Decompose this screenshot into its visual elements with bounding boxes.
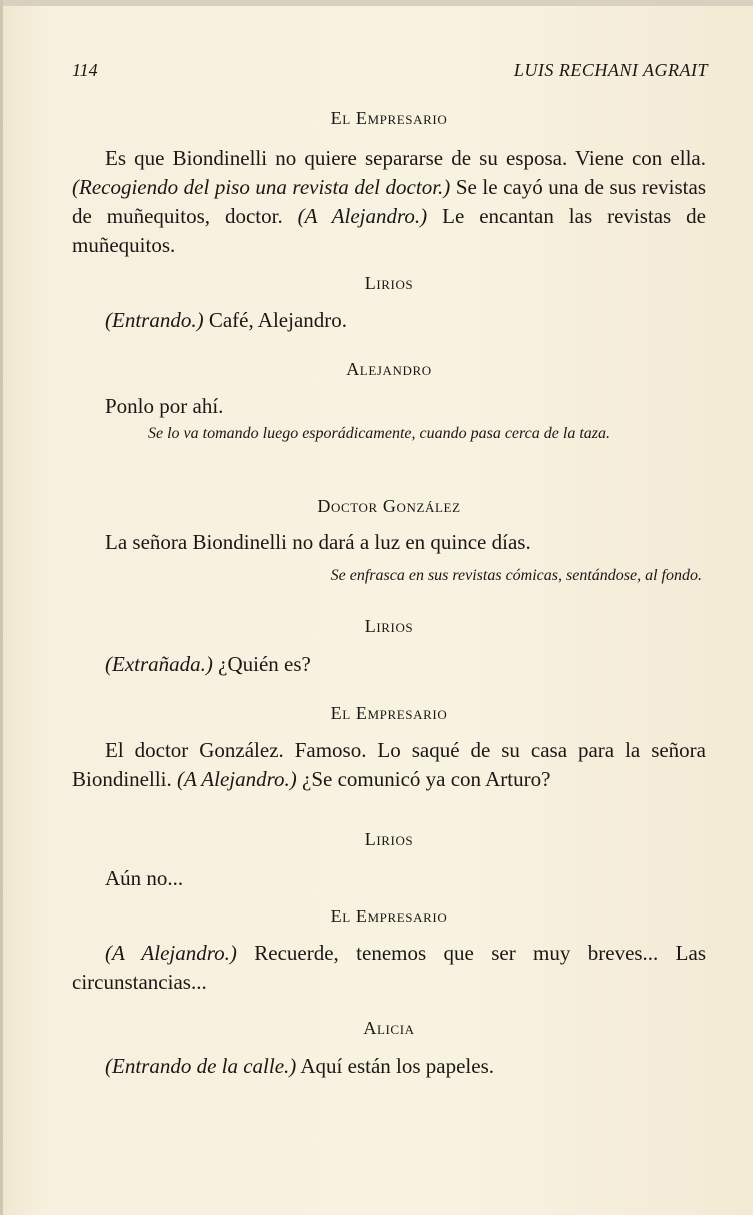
page-number: 114 [72, 60, 98, 80]
speech-segment: Le encantan las revistas de muñequitos. [72, 204, 706, 257]
running-title: LUIS RECHANI AGRAIT [513, 60, 708, 80]
speech-text [72, 528, 706, 557]
inline-stage-direction: (A Alejandro.) [297, 204, 428, 228]
speech-segment: ¿Se comunicó ya con Arturo? [296, 767, 551, 791]
speech-text [72, 650, 706, 679]
speaker-name: Lirios [364, 273, 414, 293]
speech-text [72, 736, 706, 794]
speaker-name: Alicia [363, 1018, 415, 1038]
stage-direction: Se lo va tomando luego esporádicamente, cuando pasa cerca de la taza. [148, 425, 610, 442]
speaker-name: El Empresario [330, 108, 448, 128]
speaker-name: El Empresario [330, 703, 448, 723]
speech-segment: Es que Biondinelli no quiere separarse de su esposa. Viene con ella. [105, 146, 706, 170]
speech-segment: Se le cayó una de sus revistas de muñequitos, doctor. [72, 175, 706, 228]
speech-segment: Ponlo por ahí. [105, 394, 224, 418]
speech-text [72, 144, 706, 260]
dialogue-block [72, 357, 706, 381]
inline-stage-direction: (Recogiendo del piso una revista del doctor.) [72, 175, 451, 199]
speech-segment: Aún no... [105, 866, 184, 890]
inline-stage-direction: (Extrañada.) [105, 652, 213, 676]
dialogue-block [72, 904, 706, 928]
inline-stage-direction: (Entrando.) [105, 308, 204, 332]
speech-text [72, 864, 706, 893]
dialogue-block [72, 106, 706, 130]
speaker-name: El Empresario [330, 906, 448, 926]
speech-segment: Aquí están los papeles. [296, 1054, 495, 1078]
dialogue-block [72, 827, 706, 851]
speech-text [72, 939, 706, 997]
page-top-edge [0, 0, 753, 6]
speech-text [72, 392, 706, 421]
stage-direction: Se enfrasca en sus revistas cómicas, sentándose, al fondo. [330, 567, 702, 584]
page-left-edge [0, 0, 3, 1215]
dialogue-block [72, 701, 706, 725]
speech-segment: ¿Quién es? [212, 652, 311, 676]
dialogue-block [72, 271, 706, 295]
speech-segment: La señora Biondinelli no dará a luz en quince días. [105, 530, 531, 554]
page-header [72, 60, 708, 88]
inline-stage-direction: (Entrando de la calle.) [105, 1054, 297, 1078]
dialogue-block [72, 1016, 706, 1040]
speech-text [72, 306, 706, 335]
speech-segment: Recuerde, tenemos que ser muy breves... Las circunstancias... [72, 941, 706, 994]
speaker-name: Lirios [364, 616, 414, 636]
dialogue-block [72, 614, 706, 638]
speech-text [72, 1052, 706, 1081]
inline-stage-direction: (A Alejandro.) [177, 767, 297, 791]
speech-segment: Café, Alejandro. [203, 308, 348, 332]
speech-segment: El doctor González. Famoso. Lo saqué de su casa para la señora Biondinelli. [72, 738, 706, 791]
inline-stage-direction: (A Alejandro.) [105, 941, 237, 965]
speaker-name: Doctor González [317, 496, 461, 516]
speaker-name: Lirios [364, 829, 414, 849]
dialogue-block [72, 494, 706, 518]
speaker-name: Alejandro [346, 359, 432, 379]
